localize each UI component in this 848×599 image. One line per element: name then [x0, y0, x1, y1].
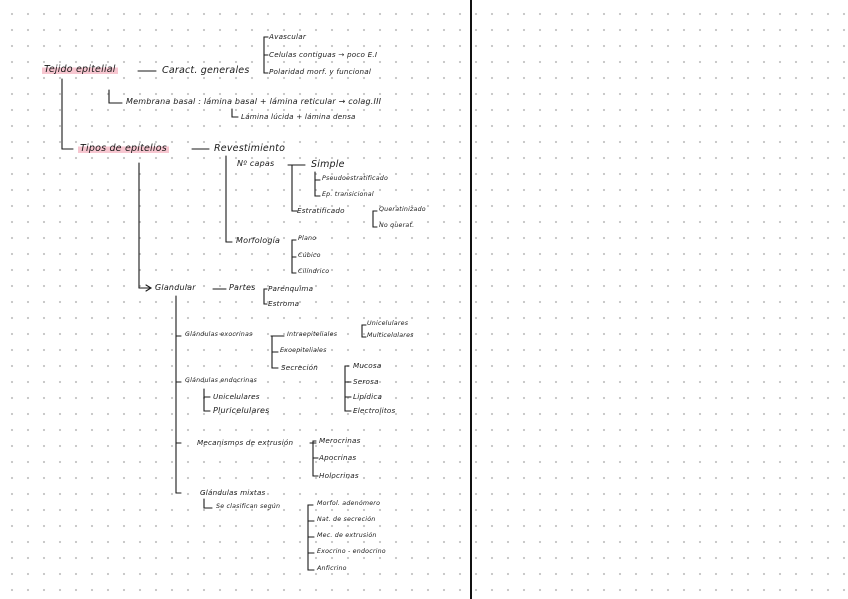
n-capas: Nº capas: [237, 159, 275, 168]
glandulas-mixtas: Glándulas mixtas: [200, 488, 266, 497]
secrecion-item: Mucosa: [353, 361, 382, 370]
membrana-basal: Membrana basal : lámina basal + lámina reticular → colag.III: [126, 97, 382, 106]
revestimiento: Revestimiento: [214, 143, 286, 154]
endo-item: Unicelulares: [213, 392, 260, 401]
membrana-sub: Lámina lúcida + lámina densa: [241, 112, 356, 121]
glandulas-endocrinas: Glándulas endocrinas: [185, 377, 258, 384]
no-queratinizado: No querat.: [379, 222, 415, 229]
pseudoestratificado: Pseudoestratificado: [322, 175, 389, 182]
estratificado: Estratificado: [297, 206, 345, 215]
secrecion-item: Serosa: [353, 377, 379, 386]
glandulas-exocrinas: Glándulas exocrinas: [185, 331, 253, 338]
mec-item: Holocrinas: [319, 471, 359, 480]
caract-generales: Caract. generales: [162, 65, 250, 76]
queratinizado: Queratinizado: [379, 206, 426, 213]
mec-item: Apocrinas: [319, 453, 357, 462]
mecanismos-extrusion: Mecanismos de extrusión: [197, 438, 294, 447]
morf-item: Plano: [298, 235, 317, 242]
morf-item: Cúbico: [298, 252, 321, 259]
secrecion-item: Electrolitos: [353, 406, 396, 415]
transicional: Ep. transicional: [322, 191, 374, 198]
exoepiteliales: Exoepiteliales: [280, 347, 327, 354]
clas-item: Morfol. adenómero: [317, 500, 381, 507]
secrecion-item: Lipídica: [353, 392, 383, 401]
caract-item: Avascular: [269, 32, 306, 41]
secrecion: Secreción: [281, 363, 319, 372]
se-clasifican: Se clasifican según: [216, 503, 281, 510]
root-topic: Tejido epitelial: [44, 64, 116, 75]
unicelulares: Unicelulares: [367, 320, 409, 327]
page-divider: [470, 0, 472, 599]
morf-item: Cilíndrico: [298, 268, 330, 275]
caract-item: Celulas contiguas → poco E.I: [269, 50, 378, 59]
clas-item: Exocrino - endocrino: [317, 548, 386, 555]
caract-item: Polaridad morf. y funcional: [269, 67, 372, 76]
tipos-epitelios: Tipos de epitelios: [80, 143, 167, 154]
clas-item: Mec. de extrusión: [317, 532, 377, 539]
clas-item: Nat. de secreción: [317, 516, 376, 523]
endo-item: Pluricelulares: [213, 406, 270, 415]
glandular: Glandular: [155, 283, 196, 292]
partes-item: Estroma: [268, 299, 300, 308]
partes-item: Parenquima: [268, 284, 314, 293]
morfologia: Morfología: [236, 236, 281, 245]
partes: Partes: [229, 283, 256, 292]
multicelulares: Multicelulares: [367, 332, 414, 339]
intraepiteliales: Intraepiteliales: [287, 331, 338, 338]
simple: Simple: [311, 159, 345, 170]
mec-item: Merocrinas: [319, 436, 361, 445]
clas-item: Anficrino: [317, 565, 347, 572]
